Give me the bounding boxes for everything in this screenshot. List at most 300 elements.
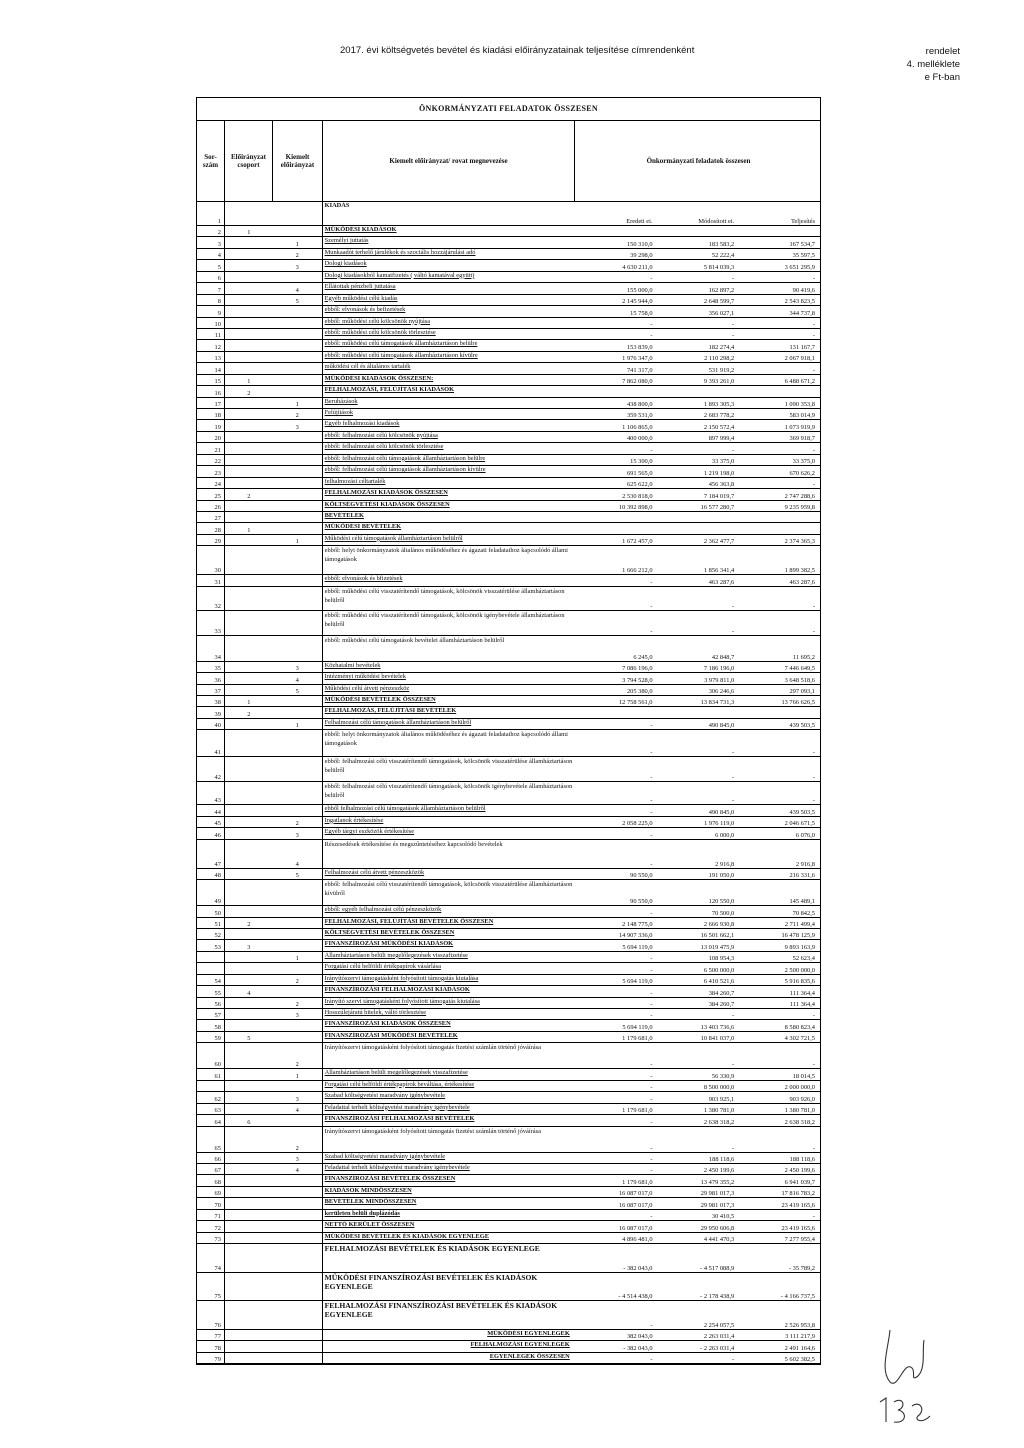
table-row <box>197 575 820 586</box>
row-modified-value-text: 182 274,4 <box>708 343 735 351</box>
row-name-text: Beruházások <box>324 397 358 405</box>
table-row <box>197 1198 820 1209</box>
row-name-text: Irányítószervi támogatásként folyósított támogatás kiutalása <box>324 974 479 982</box>
header-sorszam: Sor- szám <box>197 121 225 201</box>
row-group-text: 2 <box>247 492 251 500</box>
row-number <box>197 1043 225 1068</box>
row-original-value-text: - <box>650 966 653 974</box>
row-original-value-text: Eredeti ei. <box>626 218 653 225</box>
row-number-text: 65 <box>214 1144 221 1152</box>
row-modified-value-text: 463 287,6 <box>708 578 735 586</box>
row-original-value-text: 5 694 119,0 <box>622 978 653 986</box>
row-number <box>197 805 225 815</box>
row-modified-value-text: - 2 178 438,9 <box>700 1293 735 1300</box>
header-eloiranyzat-csoport: Előirányzat csoport <box>225 121 273 201</box>
table-row <box>197 512 820 523</box>
row-subgroup-text: 1 <box>295 538 299 546</box>
row-actual-value-text: 23 419 165,6 <box>781 1224 815 1232</box>
row-name <box>323 986 574 996</box>
row-number <box>197 283 225 293</box>
row-original-value <box>574 975 656 985</box>
row-original-value-text: - <box>650 602 653 610</box>
row-group <box>225 398 273 408</box>
row-original-value-text: 7 862 080,0 <box>622 378 653 386</box>
row-number-text: 11 <box>214 332 221 340</box>
row-group <box>225 587 273 610</box>
row-actual-value <box>737 1009 820 1019</box>
row-group <box>225 730 273 756</box>
row-original-value <box>574 805 656 815</box>
row-number <box>197 673 225 683</box>
row-actual-value-text: 2 067 918,1 <box>784 355 815 363</box>
row-original-value <box>574 489 656 499</box>
row-modified-value-text: 52 222,4 <box>711 252 735 260</box>
row-subgroup <box>273 986 323 996</box>
row-subgroup <box>273 478 323 488</box>
row-subgroup-text: 2 <box>295 1061 299 1069</box>
row-group <box>225 1210 273 1220</box>
row-original-value <box>574 1175 656 1185</box>
row-actual-value <box>737 1081 820 1091</box>
row-number <box>197 523 225 533</box>
row-group <box>225 489 273 499</box>
row-modified-value <box>656 952 738 962</box>
row-original-value-text: - <box>650 860 653 868</box>
row-number <box>197 249 225 259</box>
row-number-text: 26 <box>214 503 221 511</box>
row-actual-value <box>737 828 820 838</box>
row-actual-value-text: 131 167,7 <box>789 343 815 351</box>
row-number <box>197 455 225 465</box>
row-actual-value-text: - <box>812 1144 815 1152</box>
row-group <box>225 940 273 950</box>
table-row <box>197 757 820 782</box>
row-group <box>225 611 273 635</box>
row-original-value <box>574 963 656 973</box>
row-modified-value <box>656 237 738 247</box>
row-modified-value <box>656 432 738 442</box>
row-number-text: 64 <box>214 1118 221 1126</box>
row-original-value-text: - <box>650 332 653 340</box>
row-number <box>197 1273 225 1300</box>
row-actual-value <box>737 1187 820 1197</box>
row-subgroup-text: 3 <box>295 423 299 431</box>
row-group <box>225 226 273 236</box>
row-modified-value <box>656 662 738 672</box>
row-number-text: 73 <box>214 1236 221 1243</box>
row-name <box>323 478 574 488</box>
row-actual-value-text: 8 580 823,4 <box>784 1023 815 1031</box>
row-group <box>225 237 273 247</box>
row-number-text: 47 <box>214 860 221 868</box>
row-name <box>323 1104 574 1114</box>
table-row <box>197 662 820 673</box>
row-number-text: 37 <box>214 688 221 695</box>
row-actual-value <box>737 512 820 522</box>
row-number-text: 3 <box>217 240 221 248</box>
row-name <box>323 662 574 672</box>
row-subgroup-text: 2 <box>295 1144 299 1152</box>
row-name <box>323 1175 574 1185</box>
row-group <box>225 1233 273 1243</box>
row-modified-value <box>656 478 738 488</box>
row-name-text: felhalmozási céltartalék <box>324 477 386 485</box>
row-modified-value-text: - <box>732 627 735 635</box>
row-actual-value-text: 1 090 353,8 <box>784 401 815 408</box>
row-original-value-text: 691 565,0 <box>626 469 653 477</box>
row-subgroup <box>273 535 323 545</box>
row-actual-value-text: - <box>812 366 815 374</box>
table-row <box>197 443 820 454</box>
row-group <box>225 1069 273 1079</box>
row-name-text: FINANSZÍROZÁSI MŰKÖDÉSI KIADÁSOK <box>324 940 454 948</box>
row-modified-value <box>656 869 738 879</box>
row-number <box>197 757 225 781</box>
row-actual-value <box>737 1175 820 1185</box>
row-subgroup <box>273 1069 323 1079</box>
row-original-value <box>574 363 656 373</box>
row-name <box>323 685 574 695</box>
row-modified-value <box>656 1069 738 1079</box>
row-subgroup <box>273 906 323 916</box>
row-actual-value-text: 2 500 000,0 <box>784 966 815 974</box>
row-original-value-text: 1 666 212,0 <box>622 567 653 575</box>
row-original-value <box>574 998 656 1008</box>
row-modified-value <box>656 575 738 585</box>
row-name-text: ebből: felhalmozási célú visszatérítendő támogatások, kölcsönök igénybevétele államháztartáson belülről <box>324 783 573 800</box>
row-subgroup <box>273 828 323 838</box>
row-number <box>197 952 225 962</box>
row-name <box>323 1330 574 1340</box>
row-subgroup <box>273 707 323 717</box>
row-actual-value-text: 17 816 783,2 <box>781 1190 815 1198</box>
row-modified-value <box>656 707 738 717</box>
row-original-value-text: 4 896 481,0 <box>622 1236 653 1243</box>
row-subgroup <box>273 929 323 939</box>
row-modified-value-text: - <box>732 275 735 283</box>
row-name-text: KÖLTSÉGVETÉSI BEVÉTELEK ÖSSZESEN <box>324 928 455 936</box>
row-actual-value-text: 2 638 318,2 <box>784 1118 815 1126</box>
table-row <box>197 986 820 997</box>
row-modified-value-text: 6 000,0 <box>715 831 735 839</box>
row-actual-value-text: 216 331,6 <box>789 872 815 880</box>
row-modified-value-text: 120 550,0 <box>708 898 735 906</box>
row-original-value <box>574 1032 656 1042</box>
row-subgroup-text: 3 <box>295 1012 299 1020</box>
row-actual-value-text: 18 014,5 <box>792 1072 815 1080</box>
row-subgroup-text: 3 <box>295 665 299 673</box>
table-row <box>197 432 820 443</box>
row-original-value-text: 2 145 944,0 <box>622 298 653 306</box>
row-group <box>225 817 273 827</box>
row-original-value <box>574 1043 656 1068</box>
header-megnevezes: Kiemelt előirányzat/ rovat megnevezése <box>323 121 575 201</box>
row-name <box>323 535 574 545</box>
row-modified-value <box>656 840 738 868</box>
row-number-text: 8 <box>217 298 221 306</box>
row-modified-value <box>656 730 738 756</box>
row-group <box>225 318 273 328</box>
row-original-value-text: - <box>650 1061 653 1069</box>
row-subgroup <box>273 662 323 672</box>
row-modified-value-text: 33 375,0 <box>711 458 735 466</box>
row-modified-value <box>656 1175 738 1185</box>
row-name <box>323 363 574 373</box>
row-subgroup <box>273 398 323 408</box>
row-name-text: Dologi kiadások <box>324 260 367 268</box>
row-modified-value <box>656 1032 738 1042</box>
row-actual-value <box>737 340 820 350</box>
row-original-value <box>574 1104 656 1114</box>
row-original-value-text: - 4 514 438,0 <box>618 1293 653 1300</box>
row-number <box>197 696 225 706</box>
row-actual-value-text: 903 926,0 <box>789 1095 815 1103</box>
row-actual-value <box>737 880 820 905</box>
row-subgroup <box>273 202 323 225</box>
row-actual-value-text: Teljesítés <box>790 218 815 225</box>
row-modified-value <box>656 272 738 282</box>
row-actual-value-text: 439 503,5 <box>789 808 815 816</box>
table-row <box>197 1164 820 1175</box>
row-actual-value <box>737 455 820 465</box>
row-name-text: FINANSZÍROZÁSI BEVÉTELEK ÖSSZESEN <box>324 1175 456 1183</box>
row-name-text: ebből: felhalmozási célú visszatérítendő támogatások, kölcsönök visszatérülése államháztartáson kívülről <box>324 881 573 898</box>
row-subgroup <box>273 420 323 430</box>
row-actual-value <box>737 1353 820 1363</box>
row-number-text: 70 <box>214 1201 221 1209</box>
row-name <box>323 1153 574 1163</box>
row-group <box>225 929 273 939</box>
row-group <box>225 1244 273 1272</box>
handwritten-signature <box>860 1310 950 1430</box>
row-number <box>197 466 225 476</box>
row-actual-value-text: 9 235 959,8 <box>784 503 815 511</box>
row-number-text: 44 <box>214 808 221 816</box>
row-group <box>225 805 273 815</box>
row-number <box>197 986 225 996</box>
row-modified-value <box>656 1043 738 1068</box>
row-modified-value-text: 13 479 355,2 <box>700 1178 735 1186</box>
row-name-text: Működési célú átvett pénzeszköz <box>324 684 410 692</box>
table-row <box>197 963 820 974</box>
row-modified-value <box>656 757 738 781</box>
row-actual-value <box>737 1092 820 1102</box>
table-header <box>197 121 820 202</box>
row-number <box>197 940 225 950</box>
row-name-text: Személyi juttatás <box>324 237 369 245</box>
row-name-text: Feladattal terhelt költségvetési maradvány igénybevétele <box>324 1103 470 1111</box>
row-actual-value-text: - <box>812 627 815 635</box>
row-group <box>225 386 273 396</box>
row-name-text: Felújítások <box>324 409 354 416</box>
row-subgroup <box>273 1043 323 1068</box>
row-name <box>323 1020 574 1030</box>
row-actual-value-text: 5 602 382,5 <box>784 1356 815 1364</box>
row-actual-value <box>737 272 820 282</box>
row-group <box>225 707 273 717</box>
row-group <box>225 1043 273 1068</box>
row-modified-value <box>656 329 738 339</box>
header-note-line1: rendelet <box>925 46 960 57</box>
row-number <box>197 478 225 488</box>
row-group <box>225 636 273 661</box>
row-original-value <box>574 1273 656 1300</box>
row-name <box>323 432 574 442</box>
row-name <box>323 237 574 247</box>
table-row <box>197 466 820 477</box>
row-group <box>225 1092 273 1102</box>
row-actual-value <box>737 318 820 328</box>
row-actual-value <box>737 757 820 781</box>
row-group-text: 1 <box>247 526 251 534</box>
row-group <box>225 432 273 442</box>
row-name <box>323 352 574 362</box>
table-row <box>197 318 820 329</box>
row-name <box>323 840 574 868</box>
row-original-value-text: - <box>650 1084 653 1092</box>
row-number-text: 33 <box>214 627 221 635</box>
row-name <box>323 1341 574 1351</box>
row-subgroup <box>273 1301 323 1329</box>
row-modified-value-text: 6 500 000,0 <box>703 966 735 974</box>
row-actual-value <box>737 575 820 585</box>
row-original-value-text: - <box>650 1001 653 1008</box>
row-modified-value <box>656 352 738 362</box>
row-modified-value <box>656 673 738 683</box>
row-subgroup <box>273 352 323 362</box>
row-modified-value <box>656 1009 738 1019</box>
row-group <box>225 1153 273 1163</box>
row-original-value <box>574 455 656 465</box>
row-original-value <box>574 696 656 706</box>
row-name-text: ebből: egyéb felhalmozási célú pénzeszközök <box>324 906 442 914</box>
row-name <box>323 295 574 305</box>
row-subgroup <box>273 719 323 729</box>
row-number <box>197 1233 225 1243</box>
row-original-value <box>574 662 656 672</box>
row-number <box>197 202 225 225</box>
table-row <box>197 1127 820 1153</box>
row-subgroup-text: 1 <box>295 1072 299 1080</box>
row-actual-value <box>737 918 820 928</box>
row-group-text: 2 <box>247 389 251 397</box>
row-group <box>225 466 273 476</box>
row-name <box>323 1233 574 1243</box>
row-actual-value-text: 297 093,1 <box>789 688 815 695</box>
row-number <box>197 840 225 868</box>
row-original-value <box>574 1092 656 1102</box>
row-number-text: 36 <box>214 676 221 684</box>
row-group <box>225 782 273 804</box>
row-modified-value <box>656 918 738 928</box>
row-name <box>323 1221 574 1231</box>
row-modified-value <box>656 929 738 939</box>
row-number-text: 76 <box>214 1322 221 1329</box>
row-original-value-text: - <box>650 1144 653 1152</box>
row-actual-value <box>737 386 820 396</box>
row-subgroup <box>273 1127 323 1152</box>
row-original-value <box>574 906 656 916</box>
row-number <box>197 1210 225 1220</box>
row-actual-value <box>737 1043 820 1068</box>
row-name <box>323 501 574 511</box>
row-name <box>323 512 574 522</box>
row-number <box>197 685 225 695</box>
row-original-value <box>574 1069 656 1079</box>
row-name <box>323 443 574 453</box>
row-modified-value-text: 2 683 778,2 <box>703 412 735 420</box>
row-actual-value <box>737 375 820 385</box>
row-modified-value-text: 7 186 196,0 <box>703 665 735 673</box>
row-group-text: 1 <box>247 229 251 237</box>
row-actual-value-text: 463 287,6 <box>789 578 815 586</box>
row-actual-value <box>737 952 820 962</box>
row-original-value-text: 16 087 017,0 <box>618 1190 653 1198</box>
row-number <box>197 420 225 430</box>
row-actual-value <box>737 611 820 635</box>
row-modified-value-text: 4 441 470,3 <box>703 1236 735 1243</box>
row-name <box>323 782 574 804</box>
row-group <box>225 952 273 962</box>
table-row <box>197 906 820 917</box>
row-original-value <box>574 757 656 781</box>
table-row <box>197 782 820 805</box>
row-number <box>197 535 225 545</box>
row-actual-value-text: 4 302 721,5 <box>784 1035 815 1043</box>
row-number-text: 4 <box>217 252 221 260</box>
table-row <box>197 329 820 340</box>
row-original-value <box>574 443 656 453</box>
table-row <box>197 880 820 906</box>
row-name <box>323 963 574 973</box>
row-original-value <box>574 719 656 729</box>
row-name-text: MŰKÖDÉSI KIADÁSOK ÖSSZESEN: <box>324 374 434 382</box>
row-name-text: MŰKÖDÉSI EGYENLEGEK <box>487 1330 570 1337</box>
row-group <box>225 1081 273 1091</box>
table-row <box>197 420 820 431</box>
row-modified-value <box>656 998 738 1008</box>
row-original-value-text: 6 245,0 <box>633 653 653 661</box>
row-subgroup <box>273 329 323 339</box>
row-modified-value <box>656 1164 738 1174</box>
row-modified-value <box>656 696 738 706</box>
row-number-text: 5 <box>217 263 221 271</box>
row-actual-value <box>737 817 820 827</box>
row-subgroup <box>273 1187 323 1197</box>
row-original-value <box>574 636 656 661</box>
row-modified-value-text: 9 393 261,0 <box>703 378 735 386</box>
row-actual-value <box>737 963 820 973</box>
row-number <box>197 1069 225 1079</box>
row-group <box>225 409 273 419</box>
row-number <box>197 636 225 661</box>
row-name <box>323 283 574 293</box>
row-name-text: Egyéb tárgyi eszközök értékesítése <box>324 828 415 836</box>
row-group <box>225 906 273 916</box>
row-original-value <box>574 283 656 293</box>
row-number <box>197 707 225 717</box>
row-modified-value-text: 456 363,8 <box>708 481 735 489</box>
table-row <box>197 1187 820 1198</box>
row-original-value <box>574 952 656 962</box>
row-original-value-text: 90 550,0 <box>630 872 653 880</box>
row-name <box>323 306 574 316</box>
table-row <box>197 501 820 512</box>
row-number-text: 58 <box>214 1023 221 1031</box>
row-original-value <box>574 1081 656 1091</box>
row-group <box>225 696 273 706</box>
row-name <box>323 880 574 905</box>
